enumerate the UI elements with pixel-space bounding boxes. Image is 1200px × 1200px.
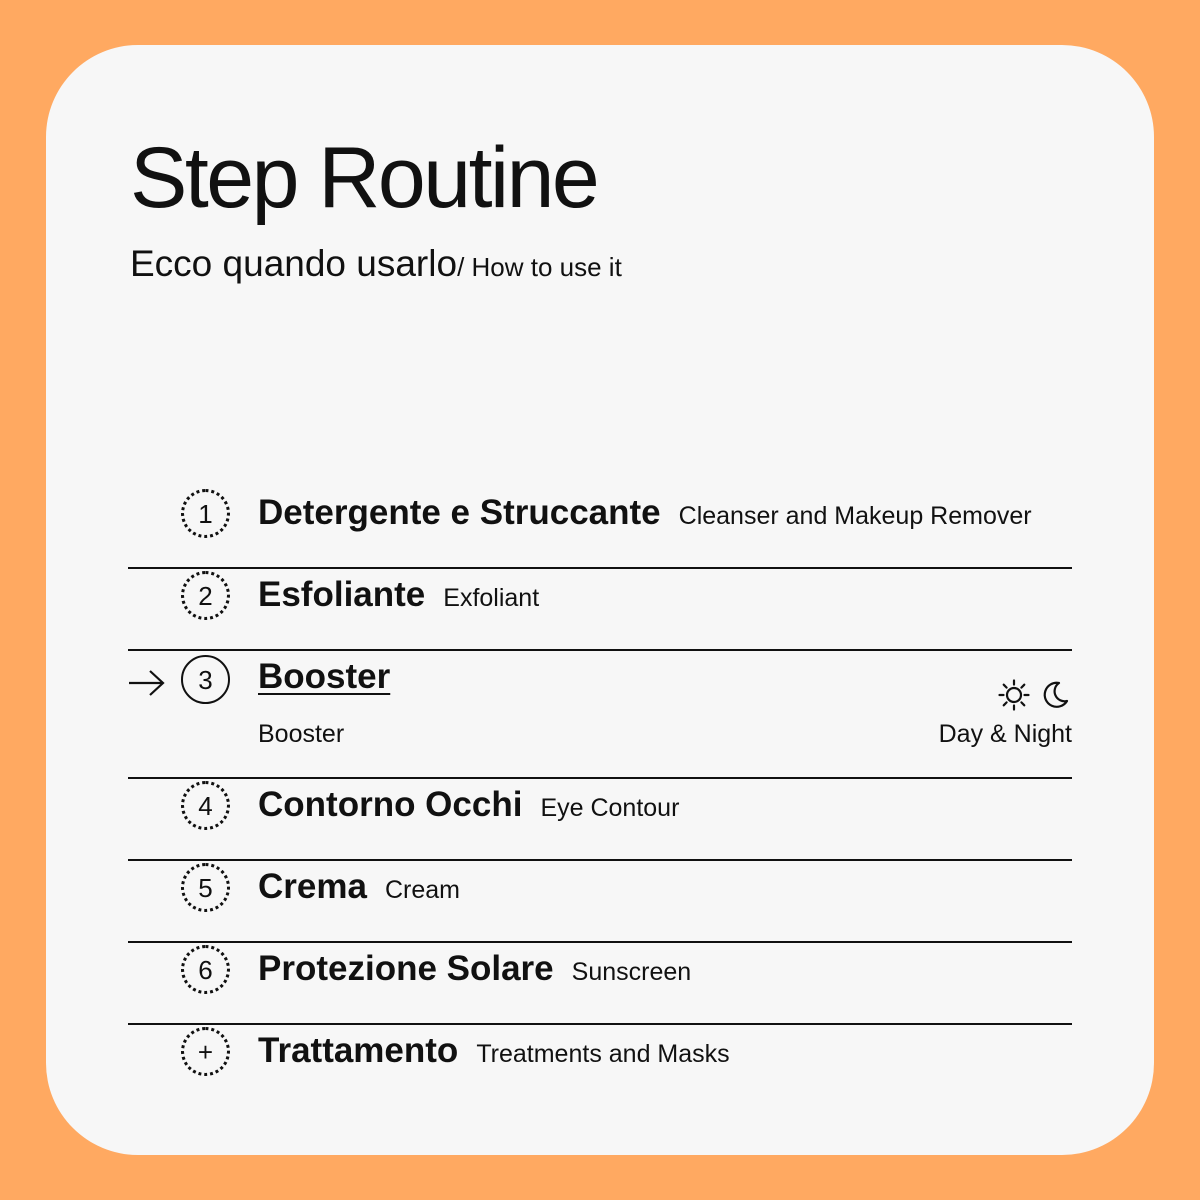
step-number-badge: 5 <box>181 863 230 912</box>
step-number-badge: 6 <box>181 945 230 994</box>
step-name <box>258 951 691 986</box>
step-number-badge: 3 <box>181 655 230 704</box>
sun-icon <box>998 679 1030 711</box>
moon-icon <box>1040 680 1070 710</box>
step-name <box>258 1033 730 1068</box>
step-name-italian: Detergente e Struccante <box>258 493 661 532</box>
step-name-italian: Contorno Occhi <box>258 785 523 824</box>
step-name-english: Booster <box>258 720 345 748</box>
step-name-italian: Esfoliante <box>258 575 426 614</box>
step-row-2[interactable] <box>128 569 1072 651</box>
step-name-english: Cleanser and Makeup Remover <box>678 502 1032 530</box>
step-name-english: Exfoliant <box>443 584 540 612</box>
step-number-badge: 2 <box>181 571 230 620</box>
step-number-badge: 4 <box>181 781 230 830</box>
subtitle-english: / How to use it <box>457 252 622 282</box>
routine-card <box>46 45 1154 1155</box>
step-row-5[interactable] <box>128 861 1072 943</box>
step-name-english: Eye Contour <box>540 794 680 822</box>
day-night-label: Day & Night <box>938 720 1072 748</box>
step-name <box>258 869 460 904</box>
step-row-6[interactable] <box>128 943 1072 1025</box>
step-name-italian: Booster <box>258 657 391 696</box>
step-name-english: Treatments and Masks <box>476 1040 730 1068</box>
step-row-plus[interactable] <box>128 1025 1072 1105</box>
step-list <box>128 487 1072 1105</box>
step-name-english: Sunscreen <box>571 958 692 986</box>
page-title: Step Routine <box>130 130 598 226</box>
step-name <box>258 787 679 822</box>
step-row-3-active[interactable] <box>128 651 1072 779</box>
page-subtitle <box>130 245 622 282</box>
arrow-right-icon <box>128 669 166 697</box>
step-name-italian: Trattamento <box>258 1031 459 1070</box>
step-row-1[interactable] <box>128 487 1072 569</box>
step-name <box>258 495 1032 530</box>
step-name-english: Cream <box>384 876 460 904</box>
step-number-badge: 1 <box>181 489 230 538</box>
step-name-italian: Crema <box>258 867 367 906</box>
step-name <box>258 577 539 612</box>
step-row-4[interactable] <box>128 779 1072 861</box>
subtitle-italian: Ecco quando usarlo <box>130 243 458 284</box>
step-name-italian: Protezione Solare <box>258 949 554 988</box>
step-plus-badge: + <box>181 1027 230 1076</box>
day-night-icons <box>998 679 1070 711</box>
step-name <box>258 659 390 694</box>
